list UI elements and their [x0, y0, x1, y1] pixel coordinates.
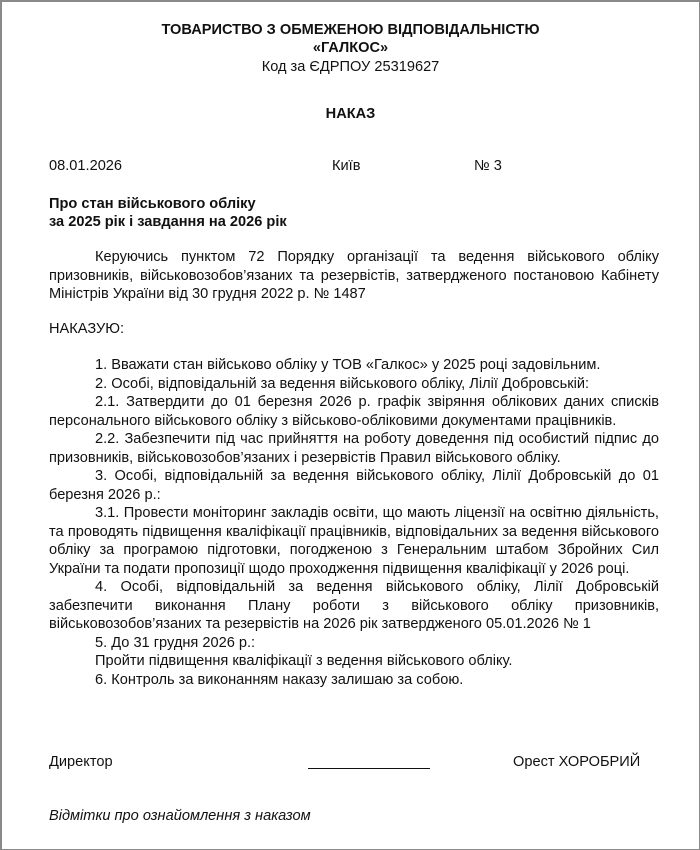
order-date: 08.01.2026: [49, 158, 123, 174]
signature-name: Орест ХОРОБРИЙ: [513, 754, 641, 770]
signature-position: Директор: [49, 754, 113, 770]
order-item-5: 5. До 31 грудня 2026 р.:: [95, 634, 256, 651]
order-city: Київ: [332, 158, 361, 174]
doc-title: НАКАЗ: [325, 106, 376, 122]
order-heading: НАКАЗУЮ:: [49, 321, 125, 337]
org-name-line1: ТОВАРИСТВО З ОБМЕЖЕНОЮ ВІДПОВІДАЛЬНІСТЮ: [161, 22, 540, 38]
order-number: № 3: [474, 158, 502, 174]
subject-line1: Про стан військового обліку: [49, 196, 256, 212]
order-item-3: 3. Особі, відповідальній за ведення військового обліку, Лілії Добровській до 01 березня 2026 р.:: [49, 468, 659, 503]
order-item-1: 1. Вважати стан військово обліку у ТОВ «Галкос» у 2025 році задовільним.: [95, 357, 601, 373]
subject-line2: за 2025 рік і завдання на 2026 рік: [49, 214, 287, 230]
org-code: Код за ЄДРПОУ 25319627: [261, 59, 440, 75]
order-item-3-1: 3.1. Провести моніторинг закладів освіти, що мають ліцензії на освітню діяльність, та проводять підвищення кваліфікації працівників, відповідальних за ведення військового обліку за програмою підготовки, погодженою з Генеральним штабом Збройних Сил України та подати пропозиції щодо проходження підвищення кваліфікації у 2026 році.: [49, 505, 659, 577]
order-item-5-text: Пройти підвищення кваліфікації з ведення військового обліку.: [95, 653, 513, 669]
acknowledgement-note: Відмітки про ознайомлення з наказом: [49, 808, 311, 824]
preamble: Керуючись пунктом 72 Порядку організації та ведення військового обліку призовників, військовозобов’язаних та резервістів, затвердженого постановою Кабінету Міністрів України від 30 грудня 2022 р. № 1487: [49, 249, 659, 302]
order-items: [49, 356, 659, 689]
order-item-4: 4. Особі, відповідальній за ведення військового обліку, Лілії Добровській забезпечити виконання Плану роботи з військового обліку призовників, військовозобов’язаних та резервістів на 2026 рік затвердженого 05.01.2026 № 1: [49, 579, 659, 632]
order-item-2-1: 2.1. Затвердити до 01 березня 2026 р. графік звіряння облікових даних списків персонального військового обліку з військово-обліковими документами працівників.: [49, 394, 659, 429]
order-item-6: 6. Контроль за виконанням наказу залишаю за собою.: [95, 671, 464, 688]
signature-line: [308, 768, 430, 769]
org-name-line2: «ГАЛКОС»: [312, 40, 389, 56]
order-item-2: 2. Особі, відповідальній за ведення військового обліку, Лілії Добровській:: [95, 375, 590, 392]
order-item-2-2: 2.2. Забезпечити під час прийняття на роботу доведення під особистий підпис до призовників, військовозобов’язаних і резервістів Правил військового обліку.: [49, 431, 659, 466]
